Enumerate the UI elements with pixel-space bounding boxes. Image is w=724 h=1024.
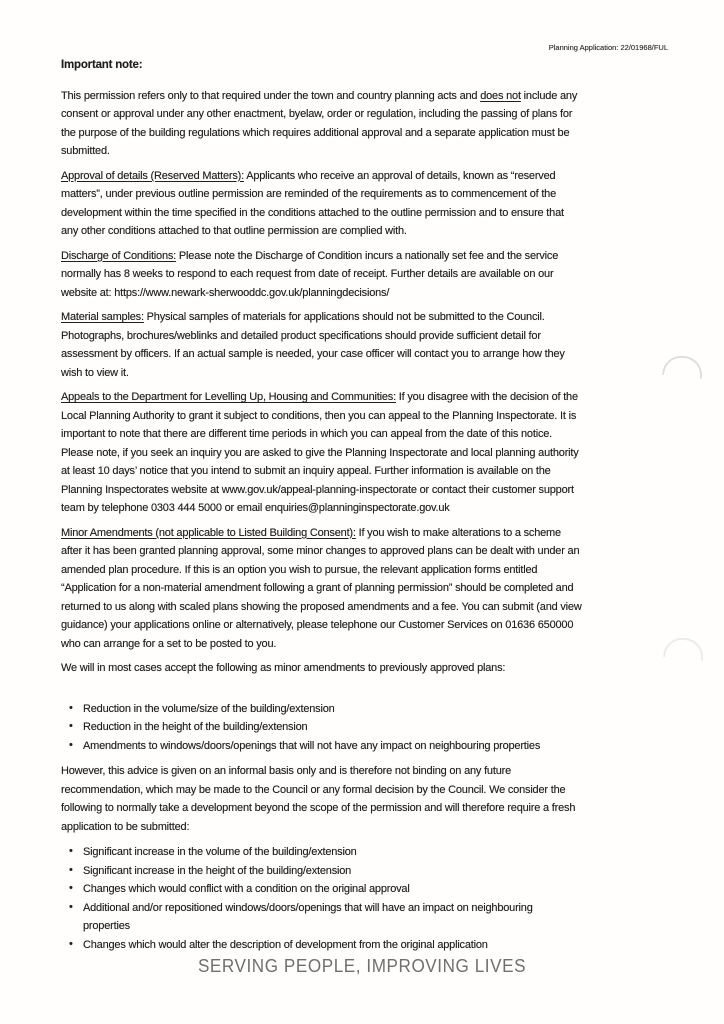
paragraph-discharge-of-conditions [61,247,673,303]
list-item [61,880,673,899]
text-run: We will in most cases accept the following as minor amendments to previously approved plans: [61,662,506,674]
planning-application-reference: Planning Application: 22/01968/FUL [548,43,668,52]
text-run: Applicants who receive an approval of details, known as “reserved matters”, under previous outline permission are reminded of the requirements as to commencement of the development within the time specified in the conditions attached to the outline permission and to ensure that any other conditions attached to that outline permission are complied with. [61,169,564,237]
minor-amendments-list [61,700,673,756]
text-run: Physical samples of materials for applications should not be submitted to the Council. Photographs, brochures/weblinks and detailed product specifications should provide sufficient detail for assessment by officers. If an actual sample is needed, your case officer will contact you to arrange how they wish to view it. [61,311,565,379]
list-item-text: Significant increase in the height of the building/extension [83,864,352,877]
paragraph-minor-amendments [61,524,673,654]
bullet-marker: • [69,738,73,751]
list-item-text: Additional and/or repositioned windows/doors/openings that will have an impact on neighbouring properties [83,901,533,932]
paragraph-accept-intro [61,659,673,678]
text-run: However, this advice is given on an informal basis only and is therefore not binding on any future recommendation, which may be made to the Council or any formal decision by the Council. We consider the following to normally take a development beyond the scope of the permission and will therefore require a fresh application to be submitted: [61,765,576,833]
bullet-marker: • [69,720,73,732]
paragraph-material-samples [61,308,673,382]
bullet-marker: • [69,900,73,913]
text-run: This permission refers only to that required under the town and country planning acts and [61,89,481,102]
section-label: Appeals to the Department for Levelling Up, Housing and Communities: [61,391,396,403]
list-item-text: Significant increase in the volume of the building/extension [83,846,357,858]
bullet-marker: • [69,845,73,857]
fresh-application-list [61,843,673,954]
list-item-text: Amendments to windows/doors/openings that will not have any impact on neighbouring properties [83,739,541,752]
list-item [61,718,673,737]
bullet-marker: • [69,937,73,950]
paragraph-appeals [61,388,673,518]
list-item-text: Reduction in the volume/size of the building/extension [83,702,335,715]
section-label: Minor Amendments (not applicable to Listed Building Consent): [61,526,356,539]
list-item-text: Changes which would alter the description of development from the original application [83,938,488,951]
document-body [61,56,673,961]
list-item-text: Changes which would conflict with a condition on the original approval [83,883,410,895]
list-item [61,843,673,862]
bullet-marker: • [69,882,73,894]
paragraph-permission [61,87,673,161]
paragraph-however [61,762,673,836]
bullet-marker: • [69,863,73,876]
text-run: include any consent or approval under any other enactment, byelaw, order or regulation, including the passing of plans for the purpose of the building regulations which requires additional approval and a separate application must be submitted. [61,89,578,157]
text-run: If you wish to make alterations to a scheme after it has been granted planning approval, some minor changes to approved plans can be dealt with under an amended plan procedure. If this is an option you wish to pursue, the relevant application forms entitled “Application for a non-material amendment following a grant of planning permission” should be completed and returned to us along with scaled plans showing the proposed amendments and a fee. You can submit (and view guidance) your applications online or alternatively, please telephone our Customer Services on 01636 650000 who can arrange for a set to be posted to you. [61,526,582,650]
list-item [61,899,673,936]
underlined-phrase: does not [480,89,521,102]
list-item [61,700,673,719]
list-item-text: Reduction in the height of the building/extension [83,721,308,733]
list-item [61,737,673,756]
list-item [61,862,673,881]
section-label: Approval of details (Reserved Matters): [61,169,244,182]
section-label: Discharge of Conditions: [61,249,177,262]
text-run: Please note the Discharge of Condition incurs a nationally set fee and the service normally has 8 weeks to respond to each request from date of receipt. Further details are available on our website at: https://www.newark-sherwooddc.gov.uk/planningdecisions/ [61,249,559,299]
text-run: If you disagree with the decision of the Local Planning Authority to grant it subject to conditions, then you can appeal to the Planning Inspectorate. It is important to note that there are different time periods in which you can appeal from the date of this notice. Please note, if you seek an inquiry you are asked to give the Planning Inspectorate and local planning authority at least 10 days’ notice that you intend to submit an inquiry appeal. Further information is available on the Planning Inspectorates website at www.gov.uk/appeal-planning-inspectorate or contact their customer support team by telephone 0303 444 5000 or email enquiries@planninginspectorate.gov.uk [61,391,579,514]
important-note-heading: Important note: [61,59,143,71]
council-motto-footer: SERVING PEOPLE, IMPROVING LIVES [197,956,527,976]
bullet-marker: • [69,701,73,714]
list-item [61,936,673,955]
section-label: Material samples: [61,311,144,323]
paragraph-approval-of-details [61,167,673,241]
